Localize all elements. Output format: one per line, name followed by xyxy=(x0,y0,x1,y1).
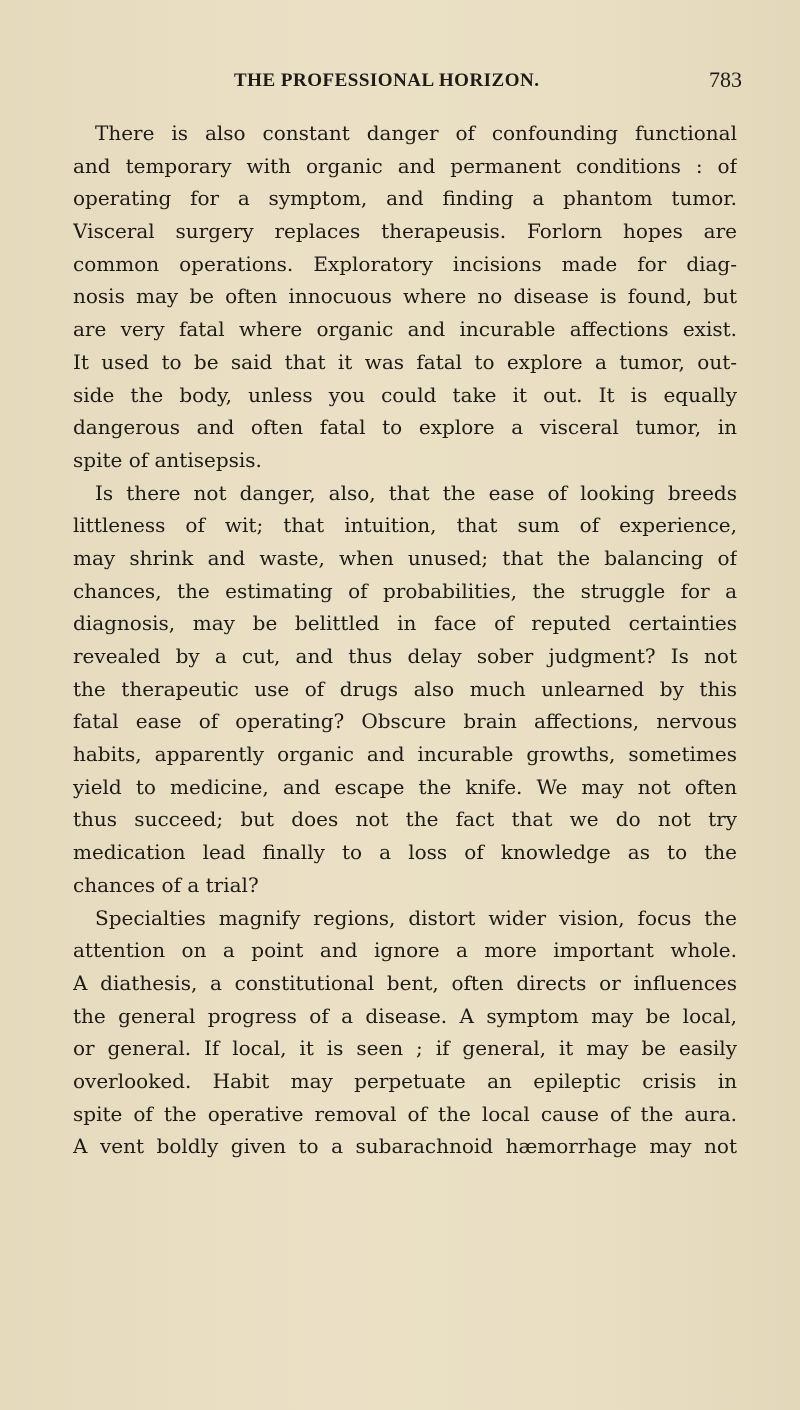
text-line: habits, apparently organic and incurable growths, sometimes xyxy=(73,742,737,767)
text-line: Is there not danger, also, that the ease of looking breeds xyxy=(95,480,737,505)
text-line: littleness of wit; that intuition, that sum of experience, xyxy=(73,513,737,538)
text-line: the general progress of a disease. A symptom may be local, xyxy=(73,1003,737,1028)
text-line: are very fatal where organic and incurable affections exist. xyxy=(73,317,737,342)
text-line: side the body, unless you could take it out. It is equally xyxy=(73,382,737,407)
text-line: dangerous and often fatal to explore a visceral tumor, in xyxy=(73,415,737,440)
text-line: or general. If local, it is seen ; if general, it may be easily xyxy=(73,1036,737,1061)
text-line: attention on a point and ignore a more important whole. xyxy=(73,938,737,963)
text-line: A vent boldly given to a subarachnoid hæmorrhage may not xyxy=(73,1134,737,1159)
text-line: nosis may be often innocuous where no disease is found, but xyxy=(73,284,737,309)
text-line: operating for a symptom, and finding a phantom tumor. xyxy=(73,186,737,211)
text-line: medication lead finally to a loss of knowledge as to the xyxy=(73,840,737,865)
text-line: A diathesis, a constitutional bent, often directs or influences xyxy=(73,970,737,995)
text-line: diagnosis, may be belittled in face of reputed certainties xyxy=(73,611,737,636)
text-line: the therapeutic use of drugs also much unlearned by this xyxy=(73,676,737,701)
text-line: It used to be said that it was fatal to explore a tumor, out- xyxy=(73,349,737,374)
text-line: thus succeed; but does not the fact that we do not try xyxy=(73,807,737,832)
text-line: chances of a trial? xyxy=(73,872,259,897)
text-line: yield to medicine, and escape the knife. We may not often xyxy=(73,774,737,799)
text-line: Visceral surgery replaces therapeusis. Forlorn hopes are xyxy=(73,219,737,244)
page-number: 783 xyxy=(709,67,742,92)
page-header xyxy=(0,67,800,100)
text-line: fatal ease of operating? Obscure brain affections, nervous xyxy=(73,709,737,734)
text-line: chances, the estimating of probabilities, the struggle for a xyxy=(73,578,737,603)
text-line: There is also constant danger of confounding functional xyxy=(95,121,737,145)
text-line: spite of the operative removal of the local cause of the aura. xyxy=(73,1101,737,1126)
text-line: may shrink and waste, when unused; that the balancing of xyxy=(73,545,737,570)
text-line: revealed by a cut, and thus delay sober judgment? Is not xyxy=(73,644,737,668)
text-line: common operations. Exploratory incisions made for diag- xyxy=(73,251,737,276)
text-line: and temporary with organic and permanent conditions : of xyxy=(73,153,737,178)
text-line: spite of antisepsis. xyxy=(73,447,262,472)
text-line: overlooked. Habit may perpetuate an epileptic crisis in xyxy=(73,1068,737,1093)
body-text xyxy=(73,117,737,1163)
text-line: Specialties magnify regions, distort wider vision, focus the xyxy=(95,905,737,930)
running-head: THE PROFESSIONAL HORIZON. xyxy=(234,70,540,91)
